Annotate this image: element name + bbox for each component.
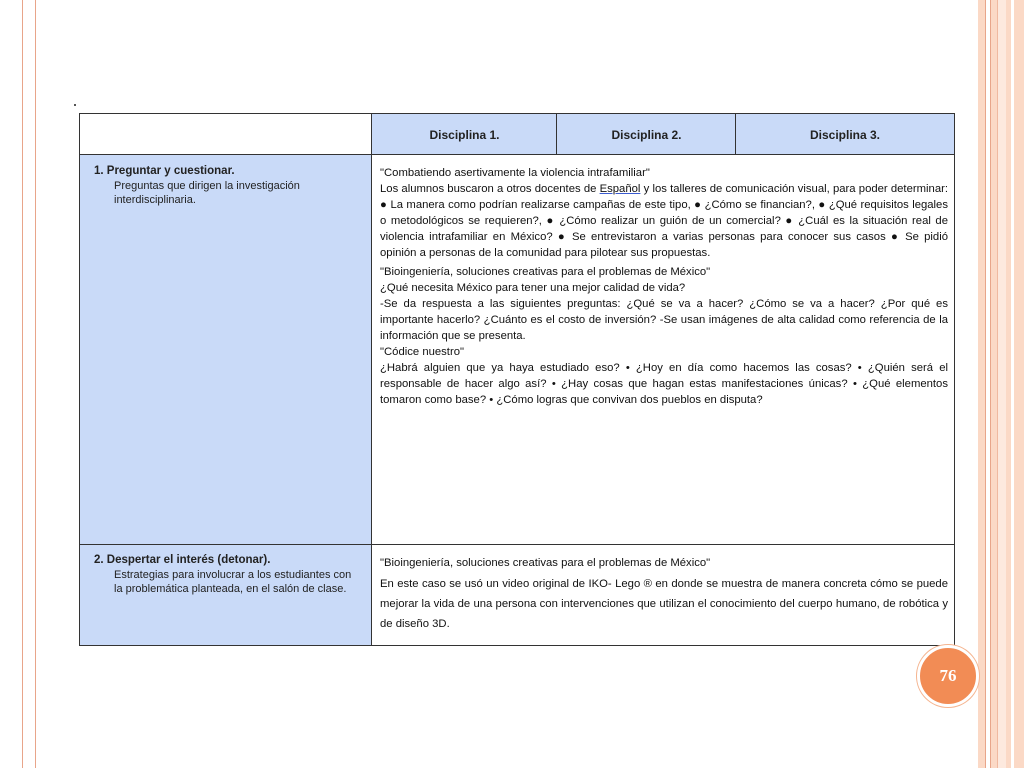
page-number-badge <box>917 645 979 707</box>
row-subtitle: Preguntas que dirigen la investigación interdisciplinaria. <box>114 180 300 206</box>
page-number: 76 <box>939 666 957 685</box>
paragraph: ¿Qué necesita México para tener una mejor calidad de vida? <box>380 282 686 294</box>
row-title: 1. Preguntar y cuestionar. <box>94 165 235 177</box>
paragraph: "Combatiendo asertivamente la violencia intrafamiliar" <box>380 167 650 179</box>
slide-frame-left <box>22 0 36 768</box>
paragraph: "Bioingeniería, soluciones creativas para el problemas de México" <box>380 266 711 278</box>
grid-line <box>371 114 372 645</box>
row-subtitle: Estrategias para involucrar a los estudiantes con la problemática planteada, en el salón de clase. <box>114 569 352 595</box>
grid-line <box>80 544 954 545</box>
stray-dot <box>74 104 76 106</box>
paragraph: -Se da respuesta a las siguientes preguntas: ¿Qué se va a hacer? ¿Cómo se va a hacer? ¿Por qué es importante hacerlo? ¿Cuánto es el costo de inversión? -Se usan imágenes de alta calidad como referencia de la información que se presenta. <box>380 298 948 342</box>
paragraph: "Códice nuestro" <box>380 346 465 358</box>
spellcheck-word: Español <box>599 183 641 195</box>
paragraph: En este caso se usó un video original de IKO- Lego ® en donde se muestra de manera concreta cómo se puede mejorar la vida de una persona con intervenciones que utilizan el conocimiento del cuerpo humano, de robótica y de diseño 3D. <box>380 578 948 630</box>
discipline-table <box>79 113 955 646</box>
header-discipline-3: Disciplina 3. <box>736 114 954 155</box>
row-content-2 <box>372 545 954 645</box>
row-content-1 <box>372 155 954 545</box>
row-label-2 <box>80 545 372 645</box>
grid-line <box>735 114 736 155</box>
row-title: 2. Despertar el interés (detonar). <box>94 554 271 566</box>
paragraph: Los alumnos buscaron a otros docentes de Español y los talleres de comunicación visual, para poder determinar: ● La manera como podrían realizarse campañas de este tipo, ● ¿Cómo se financian?, ● ¿Qué requisitos legales o metodológicos se requieren?, ● ¿Cómo realizar un guión de un comercial? ● ¿Cuál es la situación real de violencia intrafamiliar en México? ● Se entrevistaron a varias personas para conocer sus casos ● Se pidió opinión a personas de la comunidad para pilotear sus propuestas. <box>380 183 949 259</box>
slide-frame-line <box>1011 0 1014 768</box>
slide-frame-line <box>985 0 991 768</box>
grid-line <box>80 154 954 155</box>
paragraph: ¿Habrá alguien que ya haya estudiado eso? • ¿Hoy en día como hacemos las cosas? • ¿Quién será el responsable de hacer algo así? • ¿Hay cosas que hagan estas manifestaciones únicas? • ¿Qué elementos tomaron como base? • ¿Cómo logras que convivan dos pueblos en disputa? <box>380 362 948 406</box>
row-label-1 <box>80 155 372 545</box>
slide-frame-line <box>997 0 1006 768</box>
grid-line <box>556 114 557 155</box>
header-discipline-1: Disciplina 1. <box>372 114 557 155</box>
paragraph: "Bioingeniería, soluciones creativas para el problemas de México" <box>380 557 711 569</box>
header-discipline-2: Disciplina 2. <box>557 114 736 155</box>
